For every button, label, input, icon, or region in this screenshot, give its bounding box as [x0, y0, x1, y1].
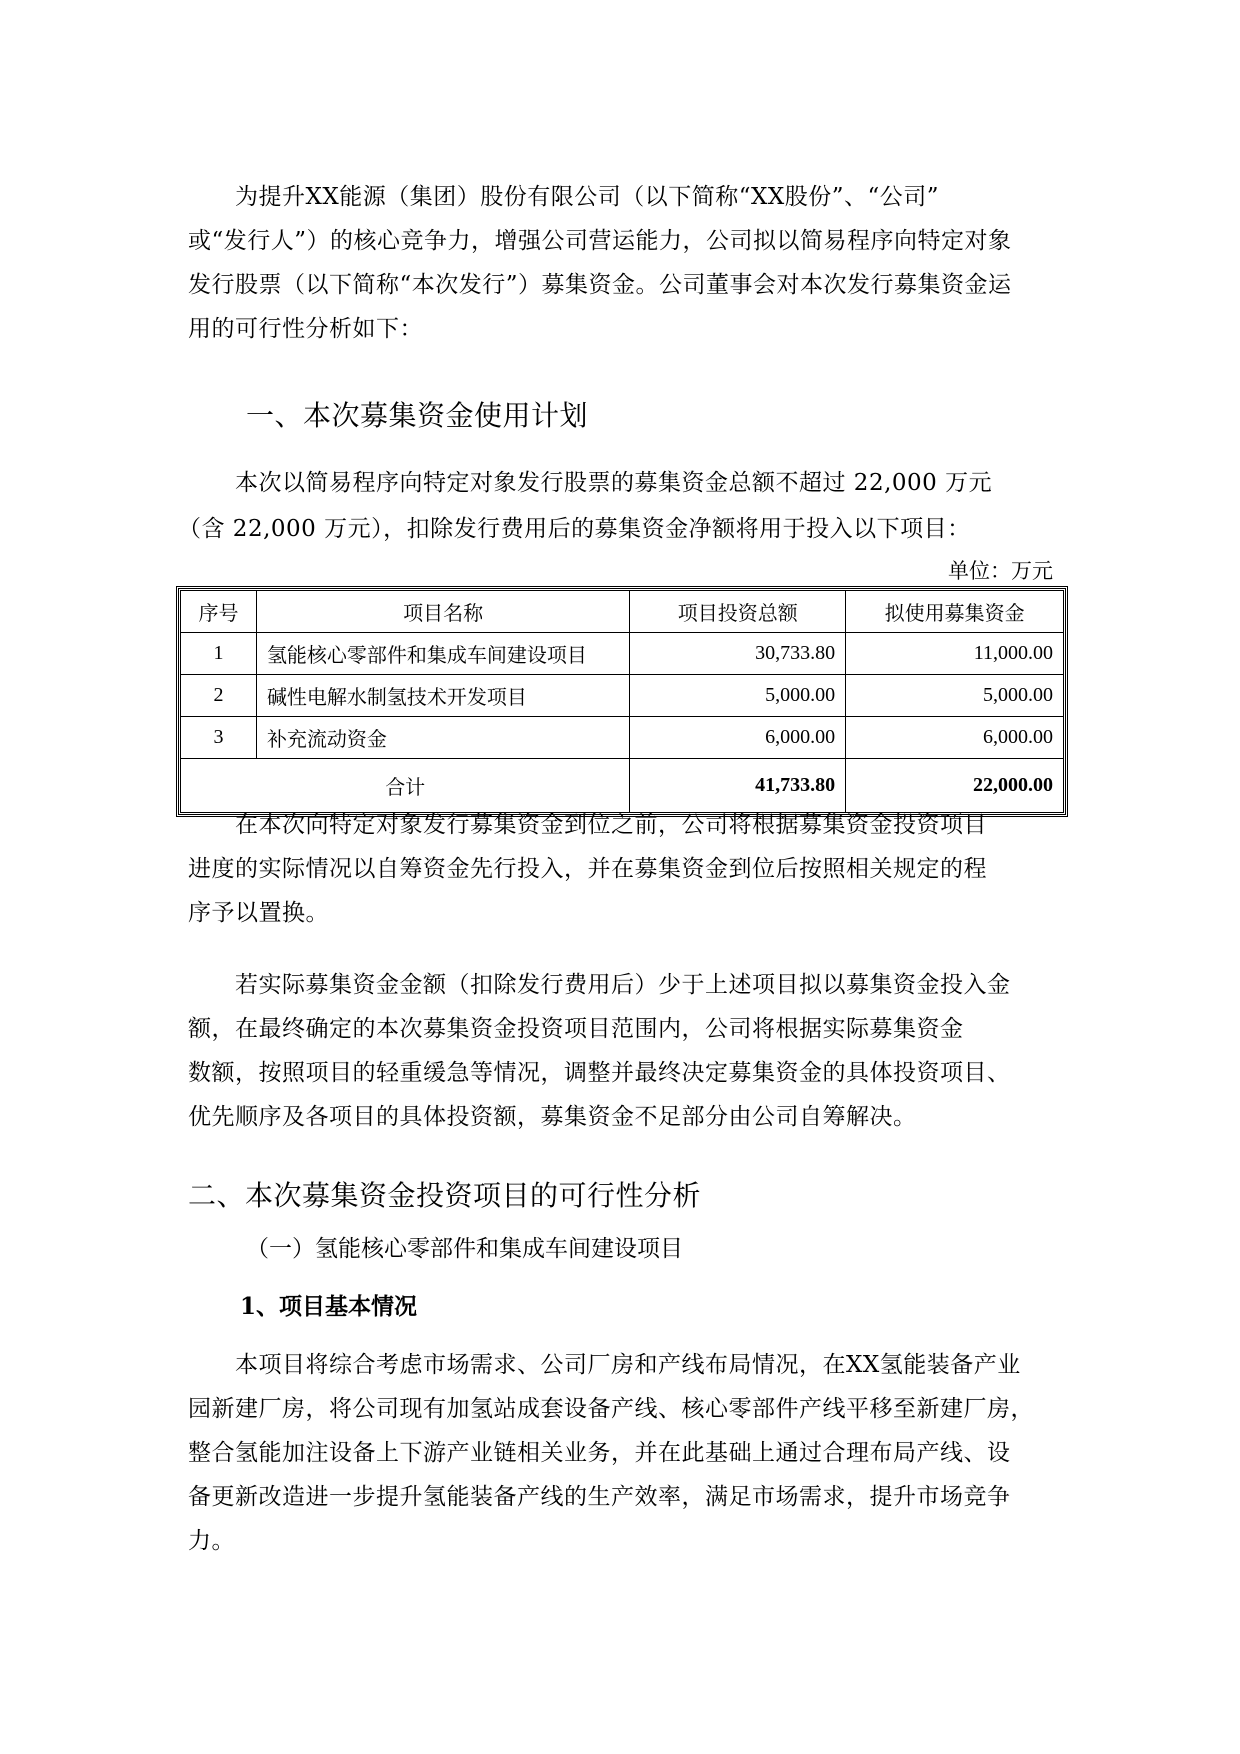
intro-line-2: 或“发行人”）的核心竞争力，增强公司营运能力，公司拟以简易程序向特定对象 — [188, 228, 1012, 254]
row-no: 3 — [181, 717, 257, 759]
section1-line-2: （含 22,000 万元），扣除发行费用后的募集资金净额将用于投入以下项目： — [178, 516, 971, 542]
header-no: 序号 — [181, 591, 257, 633]
row-raise: 5,000.00 — [846, 675, 1064, 717]
project-line-1: 本项目将综合考虑市场需求、公司厂房和产线布局情况，在XX氢能装备产业 — [235, 1352, 1021, 1378]
project-line-2: 园新建厂房，将公司现有加氢站成套设备产线、核心零部件产线平移至新建厂房， — [188, 1396, 1034, 1422]
table-row — [181, 717, 1064, 759]
section2-sub1-1: 1、项目基本情况 — [240, 1293, 418, 1320]
unit-label: 单位：万元 — [948, 559, 1053, 583]
after-table-line-3: 序予以置换。 — [188, 900, 329, 926]
table-total-row — [181, 759, 1064, 813]
row-total: 6,000.00 — [630, 717, 846, 759]
table-row — [181, 633, 1064, 675]
header-name: 项目名称 — [256, 591, 629, 633]
project-line-4: 备更新改造进一步提升氢能装备产线的生产效率，满足市场需求，提升市场竞争 — [188, 1484, 1011, 1510]
row-name: 碱性电解水制氢技术开发项目 — [256, 675, 629, 717]
total-label: 合计 — [181, 759, 630, 813]
intro-line-3: 发行股票（以下简称“本次发行”）募集资金。公司董事会对本次发行募集资金运 — [188, 272, 1012, 298]
project-line-5: 力。 — [188, 1528, 235, 1554]
row-no: 2 — [181, 675, 257, 717]
section1-line-1: 本次以简易程序向特定对象发行股票的募集资金总额不超过 22,000 万元 — [235, 470, 993, 496]
after-table-line-1: 在本次向特定对象发行募集资金到位之前，公司将根据募集资金投资项目 — [235, 812, 987, 838]
row-name: 氢能核心零部件和集成车间建设项目 — [256, 633, 629, 675]
header-total: 项目投资总额 — [630, 591, 846, 633]
after-table-line-2: 进度的实际情况以自筹资金先行投入，并在募集资金到位后按照相关规定的程 — [188, 856, 987, 882]
project-line-3: 整合氢能加注设备上下游产业链相关业务，并在此基础上通过合理布局产线、设 — [188, 1440, 1011, 1466]
header-raise: 拟使用募集资金 — [846, 591, 1064, 633]
section1-title: 一、本次募集资金使用计划 — [246, 399, 589, 432]
shortfall-line-3: 数额，按照项目的轻重缓急等情况，调整并最终决定募集资金的具体投资项目、 — [188, 1060, 1011, 1086]
table-row — [181, 675, 1064, 717]
total-raise: 22,000.00 — [846, 759, 1064, 813]
shortfall-line-1: 若实际募集资金金额（扣除发行费用后）少于上述项目拟以募集资金投入金 — [235, 972, 1011, 998]
table-header-row — [181, 591, 1064, 633]
row-total: 30,733.80 — [630, 633, 846, 675]
shortfall-line-2: 额，在最终确定的本次募集资金投资项目范围内，公司将根据实际募集资金 — [188, 1016, 964, 1042]
row-no: 1 — [181, 633, 257, 675]
total-amount: 41,733.80 — [630, 759, 846, 813]
row-raise: 6,000.00 — [846, 717, 1064, 759]
row-raise: 11,000.00 — [846, 633, 1064, 675]
intro-line-4: 用的可行性分析如下： — [188, 316, 423, 342]
section2-title: 二、本次募集资金投资项目的可行性分析 — [188, 1179, 702, 1212]
intro-line-1: 为提升XX能源（集团）股份有限公司（以下简称“XX股份”、“公司” — [235, 184, 940, 210]
row-total: 5,000.00 — [630, 675, 846, 717]
shortfall-line-4: 优先顺序及各项目的具体投资额，募集资金不足部分由公司自筹解决。 — [188, 1104, 917, 1130]
section2-sub1: （一）氢能核心零部件和集成车间建设项目 — [246, 1236, 683, 1262]
row-name: 补充流动资金 — [256, 717, 629, 759]
investment-table — [176, 586, 1068, 817]
